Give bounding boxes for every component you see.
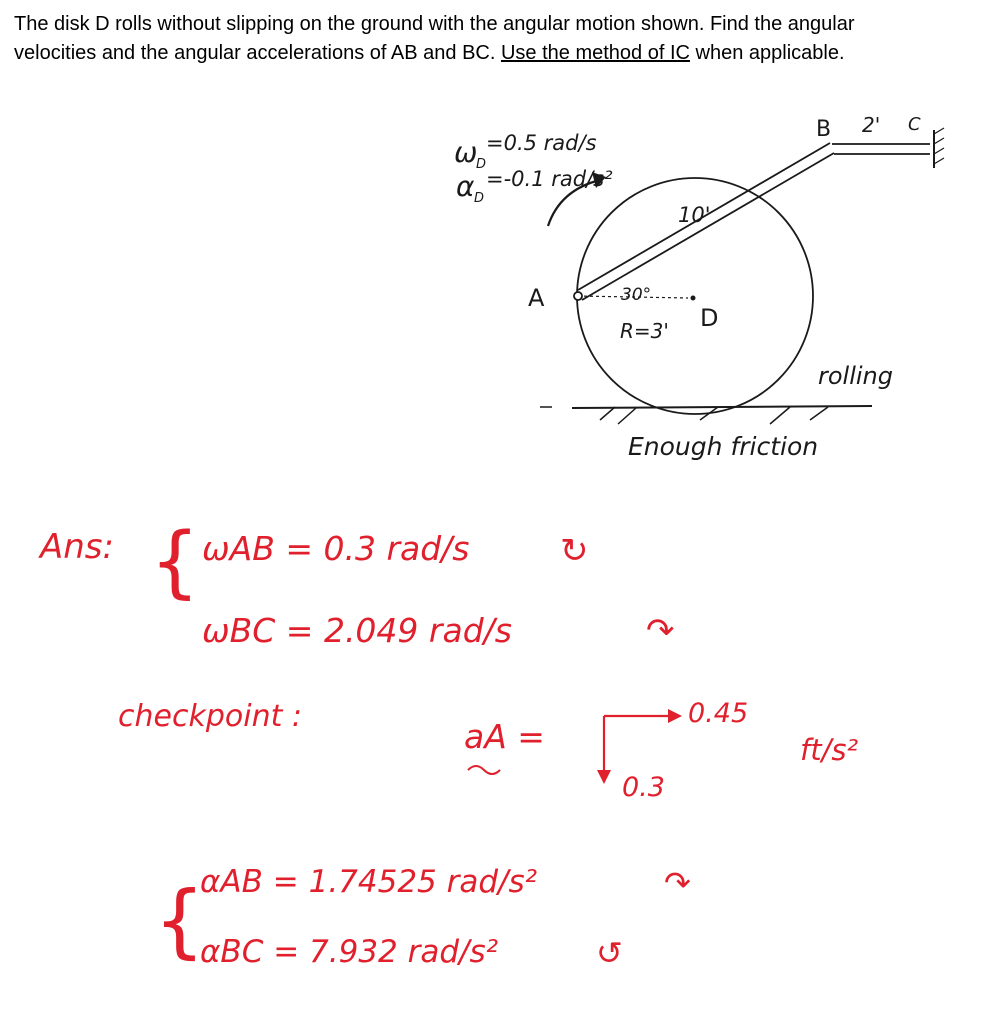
acceleration-a-tilde bbox=[468, 766, 500, 774]
omega-bc-answer: ωBC = 2.049 rad/s bbox=[202, 611, 512, 650]
alpha-ab-answer: αAB = 1.74525 rad/s² bbox=[200, 864, 538, 900]
omega-d-value: =0.5 rad/s bbox=[486, 131, 597, 155]
problem-line-2-end: when applicable. bbox=[689, 42, 845, 64]
length-bc: 2' bbox=[862, 113, 881, 137]
ans-label: Ans: bbox=[40, 527, 114, 567]
disk-center-dot bbox=[691, 296, 696, 301]
omega-bc-rotation-icon: ↷ bbox=[646, 611, 675, 651]
ground-hatch bbox=[600, 407, 828, 424]
answer-block bbox=[38, 517, 858, 972]
radius-label: R=3' bbox=[620, 319, 669, 343]
alpha-d-value: =-0.1 rad/s² bbox=[486, 167, 613, 191]
acceleration-a-label: aA = bbox=[464, 717, 545, 756]
alpha-d-symbol: α bbox=[456, 170, 475, 203]
diagram-labels bbox=[454, 113, 921, 461]
ic-method-underlined: Use the method of IC bbox=[500, 42, 690, 64]
bar-bc bbox=[832, 144, 930, 154]
label-c: C bbox=[908, 114, 921, 135]
alpha-ab-rotation-icon: ↷ bbox=[664, 864, 691, 902]
omega-ab-rotation-icon: ↻ bbox=[560, 531, 589, 571]
label-b: B bbox=[816, 117, 832, 142]
omega-d-symbol: ω bbox=[454, 136, 478, 169]
wall-hatch bbox=[934, 128, 944, 164]
accel-x-value: 0.45 bbox=[688, 698, 749, 729]
length-ab: 10' bbox=[678, 203, 711, 227]
alpha-bc-rotation-icon: ↺ bbox=[596, 934, 623, 972]
ans-brace-top: { bbox=[150, 517, 200, 607]
friction-label: Enough friction bbox=[628, 432, 819, 461]
rolling-label: rolling bbox=[818, 362, 893, 390]
accel-y-arrow-icon bbox=[597, 770, 611, 784]
accel-y-value: 0.3 bbox=[622, 772, 665, 803]
checkpoint-label: checkpoint : bbox=[118, 699, 302, 734]
accel-x-arrow-icon bbox=[668, 709, 682, 723]
problem-line-2-start: velocities and the angular accelerations of AB and BC. bbox=[14, 42, 501, 64]
alpha-d-subscript: D bbox=[474, 191, 485, 206]
label-d: D bbox=[700, 304, 719, 332]
accel-unit: ft/s² bbox=[800, 733, 859, 767]
pin-a bbox=[574, 292, 582, 300]
omega-ab-answer: ωAB = 0.3 rad/s bbox=[202, 529, 470, 568]
label-a: A bbox=[528, 284, 545, 312]
alpha-bc-answer: αBC = 7.932 rad/s² bbox=[200, 934, 499, 970]
problem-line-1: The disk D rolls without slipping on the ground with the angular motion shown. Find the angular bbox=[14, 13, 855, 35]
omega-d-subscript: D bbox=[476, 157, 487, 172]
angle-30: 30° bbox=[621, 285, 652, 305]
alpha-brace: { bbox=[154, 874, 205, 967]
